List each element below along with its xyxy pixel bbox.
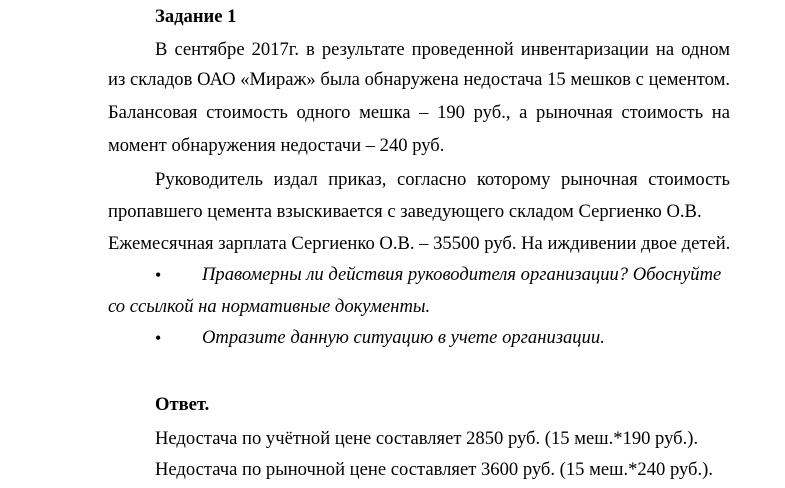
task-title: Задание 1: [155, 6, 237, 27]
paragraph2-line1: Руководитель издал приказ, согласно которому рыночная стоимость: [155, 169, 730, 190]
paragraph2-line3: Ежемесячная зарплата Сергиенко О.В. – 35500 руб. На иждивении двое детей.: [108, 233, 731, 254]
paragraph1-line1: В сентябре 2017г. в результате проведенной инвентаризации на одном: [155, 39, 730, 60]
paragraph2-line2: пропавшего цемента взыскивается с заведующего складом Сергиенко О.В.: [108, 201, 702, 222]
question2-line1: Отразите данную ситуацию в учете организации.: [202, 327, 605, 348]
question1-line1: Правомерны ли действия руководителя организации? Обоснуйте: [202, 264, 722, 285]
paragraph1-line2: из складов ОАО «Мираж» была обнаружена недостача 15 мешков с цементом.: [108, 69, 730, 90]
bullet-icon: •: [155, 265, 162, 285]
paragraph1-line4: момент обнаружения недостачи – 240 руб.: [108, 135, 445, 156]
answer-line1: Недостача по учётной цене составляет 2850 руб. (15 меш.*190 руб.).: [155, 428, 699, 449]
paragraph1-line3: Балансовая стоимость одного мешка – 190 руб., а рыночная стоимость на: [108, 102, 730, 123]
answer-title: Ответ.: [155, 394, 210, 415]
question1-line2: со ссылкой на нормативные документы.: [108, 296, 431, 317]
bullet-icon: •: [155, 328, 162, 348]
answer-line2: Недостача по рыночной цене составляет 3600 руб. (15 меш.*240 руб.).: [155, 459, 713, 480]
